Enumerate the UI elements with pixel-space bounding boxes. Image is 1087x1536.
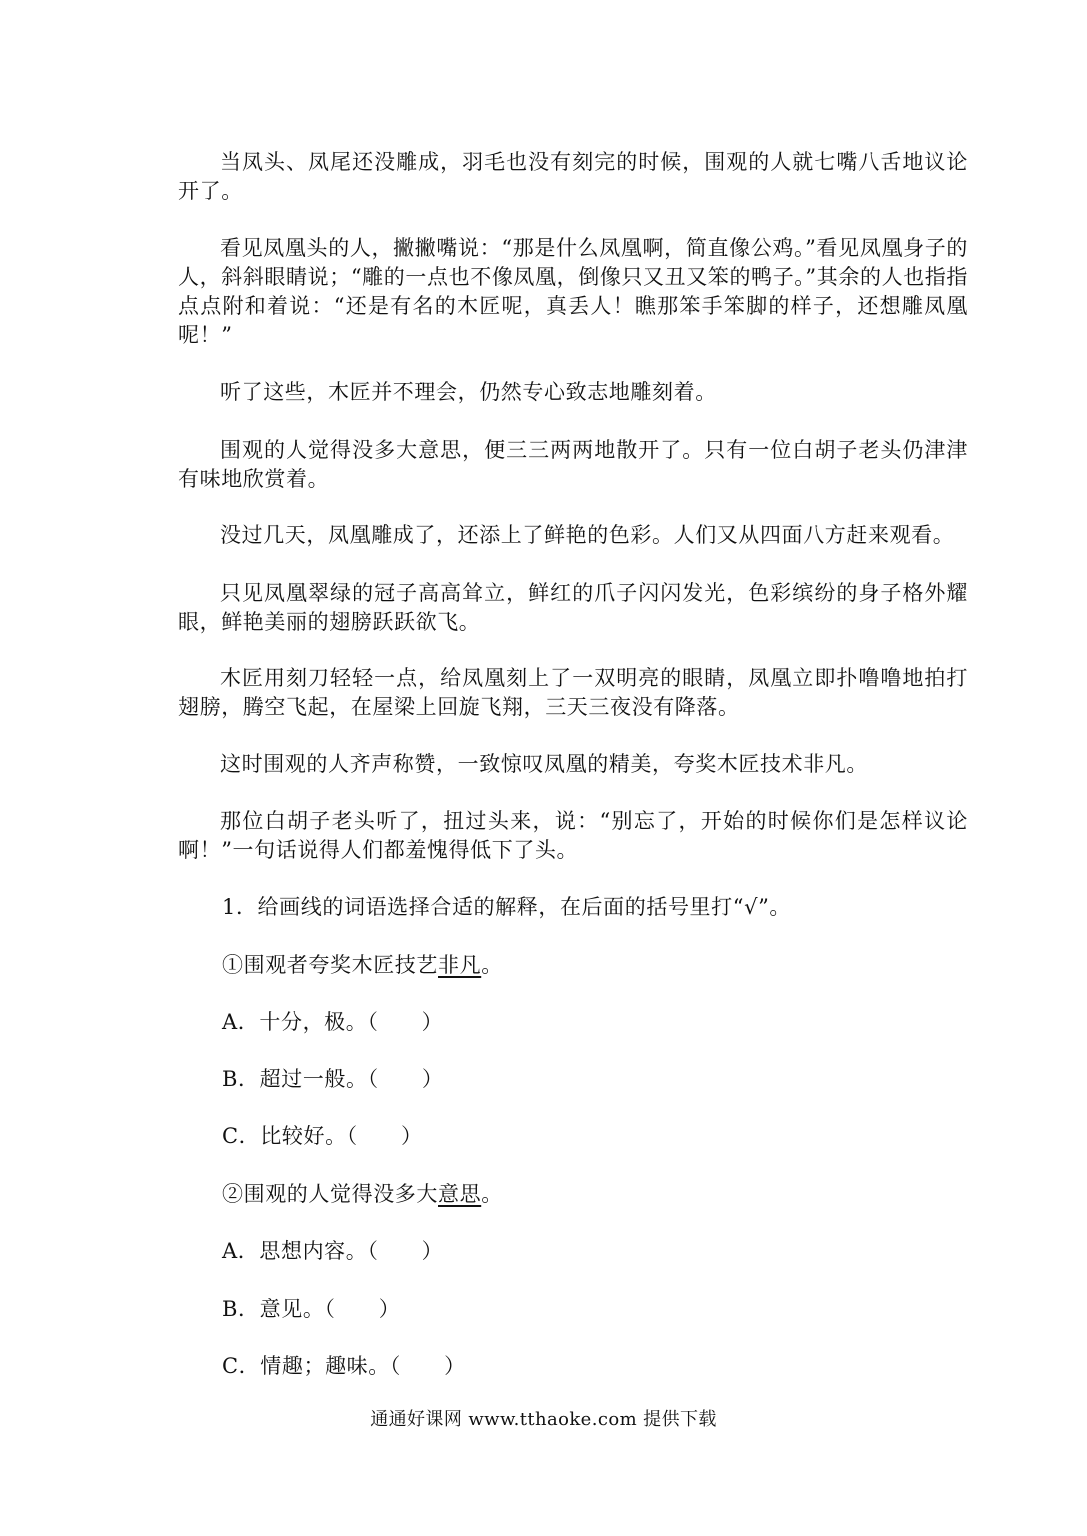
underlined-word: 意思: [438, 1182, 482, 1206]
passage-paragraph-6: 只见凤凰翠绿的冠子高高耸立，鲜红的爪子闪闪发光，色彩缤纷的身子格外耀眼，鲜艳美丽的翅膀跃跃欲飞。: [178, 581, 968, 634]
question-item-2-stem: [222, 1180, 982, 1209]
passage-paragraph-8: 这时围观的人齐声称赞，一致惊叹凤凰的精美，夸奖木匠技术非凡。: [220, 752, 868, 776]
option-2a: A．思想内容。（ ）: [222, 1239, 444, 1263]
passage-paragraph-1: 当凤头、凤尾还没雕成，羽毛也没有刻完的时候，围观的人就七嘴八舌地议论开了。: [178, 150, 968, 203]
passage-paragraph-4: 围观的人觉得没多大意思，便三三两两地散开了。只有一位白胡子老头仍津津有味地欣赏着。: [178, 438, 968, 491]
page-footer: 通通好课网 www.tthaoke.com 提供下载: [370, 1409, 717, 1430]
stem-end: 。: [481, 953, 503, 977]
option-1a: A．十分，极。（ ）: [222, 1010, 444, 1034]
document-page: [178, 0, 978, 1536]
question-prompt: 1．给画线的词语选择合适的解释，在后面的括号里打“√”。: [222, 895, 792, 919]
option-1c: C．比较好。（ ）: [222, 1124, 423, 1148]
stem-text: ①围观者夸奖木匠技艺: [222, 953, 438, 977]
option-2b: B．意见。（ ）: [222, 1297, 401, 1321]
option-2c: C．情趣；趣味。（ ）: [222, 1354, 466, 1378]
passage-paragraph-7: 木匠用刻刀轻轻一点，给凤凰刻上了一双明亮的眼睛，凤凰立即扑噜噜地拍打翅膀，腾空飞起，在屋梁上回旋飞翔，三天三夜没有降落。: [178, 666, 968, 719]
passage-paragraph-5: 没过几天，凤凰雕成了，还添上了鲜艳的色彩。人们又从四面八方赶来观看。: [220, 523, 955, 547]
passage-paragraph-9: 那位白胡子老头听了，扭过头来，说：“别忘了，开始的时候你们是怎样议论啊！”一句话说得人们都羞愧得低下了头。: [178, 809, 968, 862]
stem-text: ②围观的人觉得没多大: [222, 1182, 438, 1206]
question-item-1-stem: [222, 951, 982, 980]
option-1b: B．超过一般。（ ）: [222, 1067, 444, 1091]
passage-paragraph-2: 看见凤凰头的人，撇撇嘴说：“那是什么凤凰啊，简直像公鸡。”看见凤凰身子的人，斜斜眼睛说；“雕的一点也不像凤凰，倒像只又丑又笨的鸭子。”其余的人也指指点点附和着说：“还是有名的木匠呢，真丢人！瞧那笨手笨脚的样子，还想雕凤凰呢！”: [178, 236, 968, 347]
stem-end: 。: [481, 1182, 503, 1206]
passage-paragraph-3: 听了这些，木匠并不理会，仍然专心致志地雕刻着。: [220, 380, 717, 404]
underlined-word: 非凡: [438, 953, 482, 977]
